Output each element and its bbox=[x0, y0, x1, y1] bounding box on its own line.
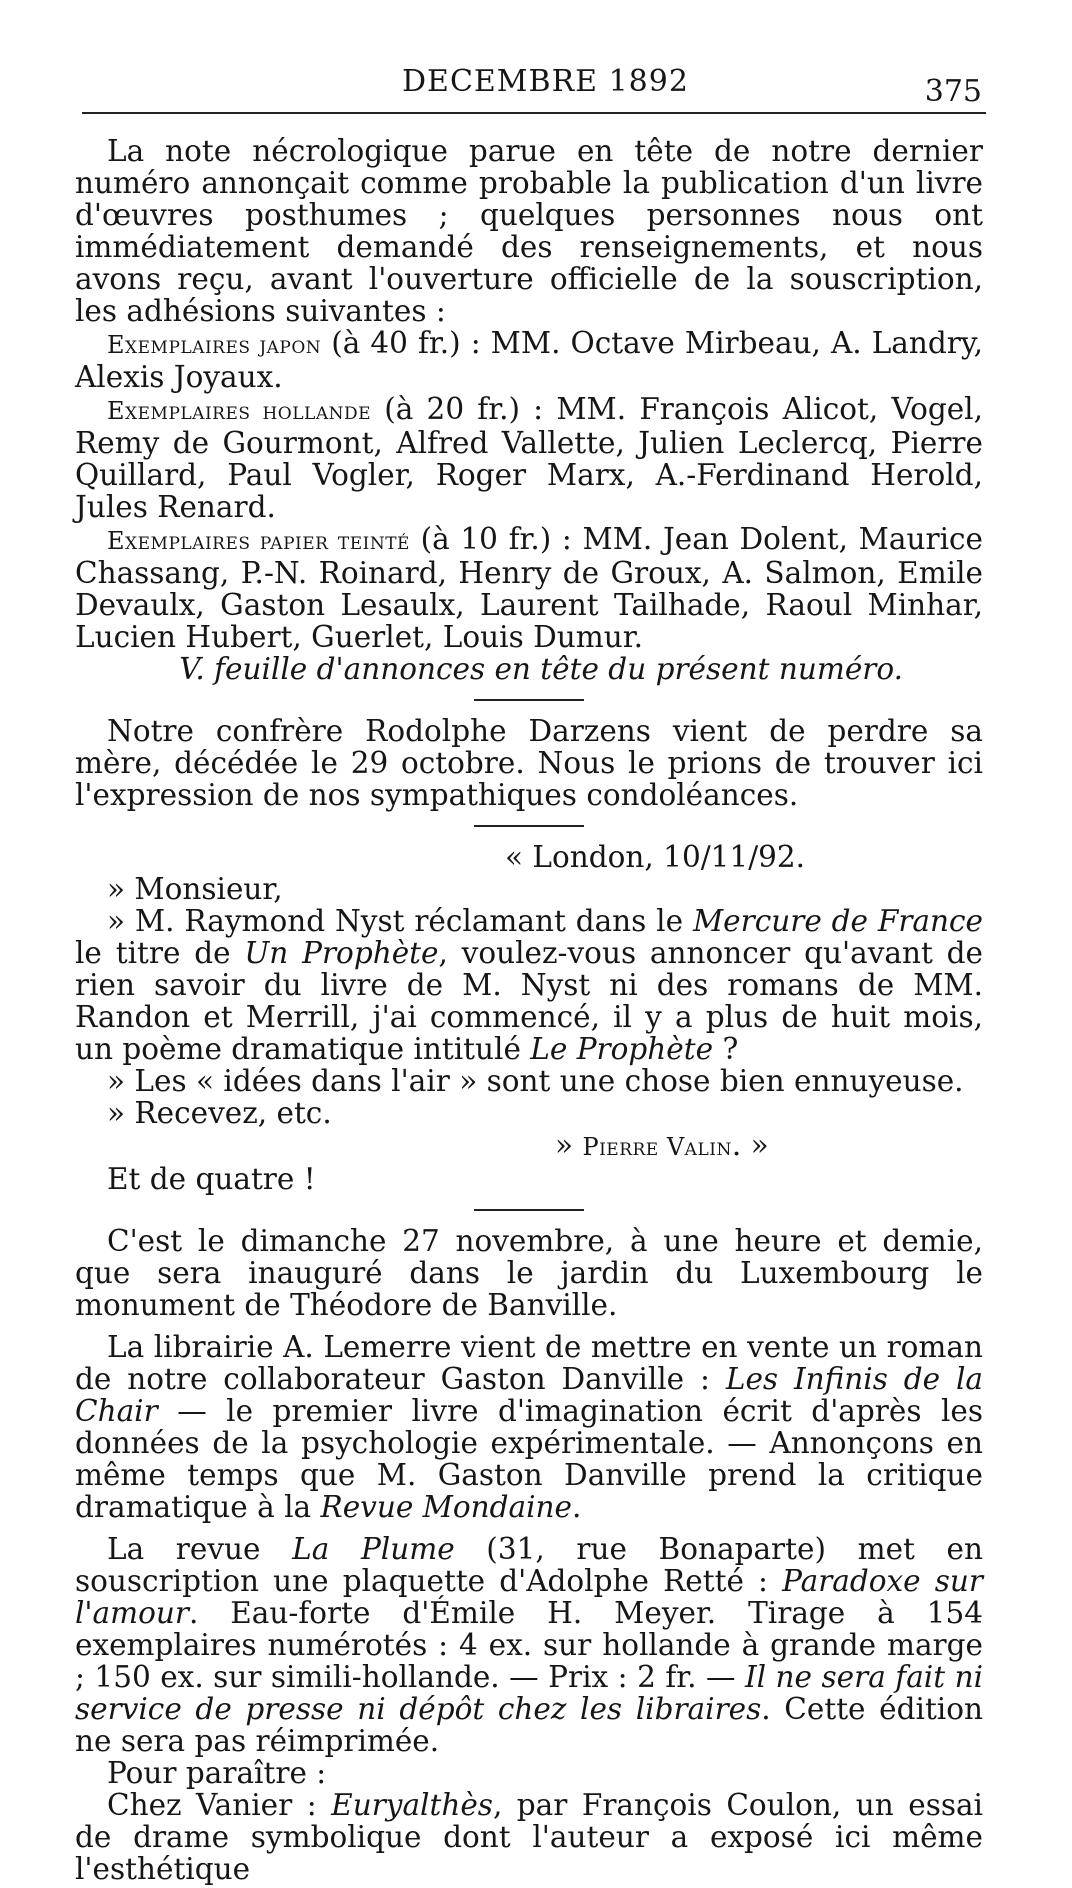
signature-close: . » bbox=[731, 1128, 769, 1162]
header-rule bbox=[82, 112, 986, 114]
letter-closing-remark: Et de quatre ! bbox=[107, 1162, 316, 1196]
letter-line-recevez: » Recevez, etc. bbox=[107, 1096, 332, 1130]
prophete-title: Un Prophète bbox=[244, 936, 439, 970]
japon-entry bbox=[75, 327, 983, 393]
letter-text: le titre de bbox=[75, 936, 245, 970]
japon-label: Exemplaires japon bbox=[107, 331, 322, 359]
annonces-reference: V. feuille d'annonces en tête du présent numéro. bbox=[179, 652, 903, 686]
prophete-title-2: Le Prophète bbox=[530, 1032, 714, 1066]
mercure-title: Mercure de France bbox=[692, 904, 983, 938]
letter-signature bbox=[75, 1129, 983, 1163]
paradoxe-title: Paradoxe sur l'amour bbox=[75, 1564, 983, 1630]
vanier-paragraph bbox=[75, 1789, 983, 1885]
paragraph-text: . bbox=[572, 1490, 582, 1524]
teinte-label: Exemplaires papier teinté bbox=[107, 527, 410, 555]
lemerre-paragraph bbox=[75, 1331, 983, 1523]
paragraph-text: , par François Coulon, un essai de drame symbolique dont l'auteur a exposé ici même l'esthétique bbox=[75, 1788, 983, 1886]
letter-text: ? bbox=[713, 1032, 739, 1066]
paragraph-text: La librairie A. Lemerre vient de mettre en vente un roman de notre collaborateur Gaston Danville : bbox=[75, 1330, 983, 1396]
paragraph-text: (31, rue Bonaparte) met en souscription une plaquette d'Adolphe Retté : bbox=[75, 1532, 983, 1598]
plume-paragraph bbox=[75, 1533, 983, 1757]
section-separator bbox=[474, 825, 584, 827]
paragraph-text: . Cette édition ne sera pas réimprimée. bbox=[75, 1692, 983, 1758]
page-body bbox=[75, 135, 983, 1885]
subscription-intro: La note nécrologique parue en tête de notre dernier numéro annonçait comme probable la publication d'un livre d'œuvres posthumes ; quelques personnes nous ont immédiatement demandé des renseignements, et nous avons reçu, avant l'ouverture officielle de la souscription, les adhésions suivantes : bbox=[75, 134, 983, 328]
letter-text: » M. Raymond Nyst réclamant dans le bbox=[107, 904, 693, 938]
teinte-names: (à 10 fr.) : MM. Jean Dolent, Maurice Chassang, P.-N. Roinard, Henry de Groux, A. Salmon, Emile Devaulx, Gaston Lesaulx, Laurent Tailhade, Raoul Minhar, Lucien Hubert, Guerlet, Louis Dumur. bbox=[75, 522, 983, 654]
euryalthes-title: Euryalthès bbox=[331, 1788, 493, 1822]
japon-names: (à 40 fr.) : MM. Octave Mirbeau, A. Landry, Alexis Joyaux. bbox=[75, 326, 983, 394]
press-note: Il ne sera fait ni service de presse ni dépôt chez les libraires bbox=[75, 1660, 984, 1726]
page-number: 375 bbox=[924, 74, 982, 109]
letter-line-ideas: » Les « idées dans l'air » sont une chose bien ennuyeuse. bbox=[107, 1064, 964, 1098]
signature-name: Pierre Valin bbox=[582, 1133, 732, 1161]
page-header bbox=[82, 66, 986, 114]
letter-dateline: « London, 10/11/92. bbox=[505, 840, 806, 874]
hollande-entry bbox=[75, 393, 983, 523]
letter-body bbox=[75, 905, 983, 1065]
infinis-title: Les Infinis de la Chair bbox=[75, 1362, 984, 1428]
running-title: DECEMBRE 1892 bbox=[402, 64, 689, 99]
paragraph-text: . Eau-forte d'Émile H. Meyer. Tirage à 154 exemplaires numérotés : 4 ex. sur hollande à grande marge ; 150 ex. sur simili-hollande. — Prix : 2 fr. — bbox=[75, 1596, 983, 1694]
la-plume-title: La Plume bbox=[292, 1532, 455, 1566]
teinte-entry bbox=[75, 523, 983, 653]
signature-open: » bbox=[555, 1128, 583, 1162]
letter-text: , voulez-vous annoncer qu'avant de rien savoir du livre de M. Nyst ni des romans de MM. Randon et Merrill, j'ai commencé, il y a plus de huit mois, un poème dramatique intitulé bbox=[75, 936, 984, 1066]
hollande-label: Exemplaires hollande bbox=[107, 397, 372, 425]
condolences-paragraph: Notre confrère Rodolphe Darzens vient de perdre sa mère, décédée le 29 octobre. Nous le prions de trouver ici l'expression de nos sympathiques condoléances. bbox=[75, 714, 983, 812]
revue-mondaine-title: Revue Mondaine bbox=[320, 1490, 573, 1524]
letter-salutation: » Monsieur, bbox=[107, 872, 283, 906]
paragraph-text: Chez Vanier : bbox=[107, 1788, 332, 1822]
forthcoming-heading: Pour paraître : bbox=[107, 1756, 327, 1790]
hollande-names: (à 20 fr.) : MM. François Alicot, Vogel, Remy de Gourmont, Alfred Vallette, Julien Leclercq, Pierre Quillard, Paul Vogler, Roger Marx, A.-Ferdinand Herold, Jules Renard. bbox=[75, 392, 983, 524]
section-separator bbox=[474, 1209, 584, 1211]
section-separator bbox=[474, 699, 584, 701]
paragraph-text: La revue bbox=[107, 1532, 293, 1566]
paragraph-text: — le premier livre d'imagination écrit d'après les données de la psychologie expérimentale. — Annonçons en même temps que M. Gaston Danville prend la critique dramatique à la bbox=[75, 1394, 983, 1524]
banville-paragraph: C'est le dimanche 27 novembre, à une heure et demie, que sera inauguré dans le jardin du Luxembourg le monument de Théodore de Banville. bbox=[75, 1224, 983, 1322]
